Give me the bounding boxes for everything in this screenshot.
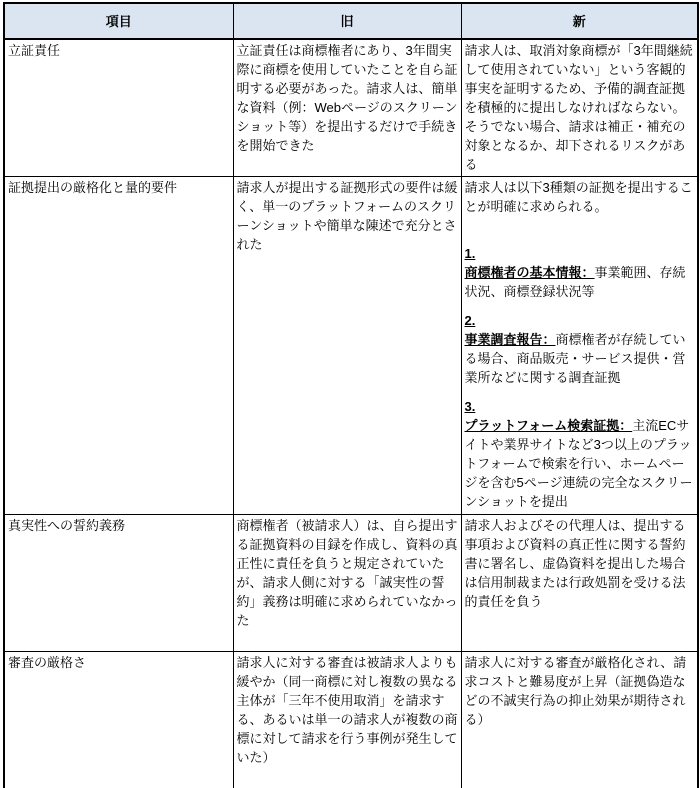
comparison-table <box>3 2 699 788</box>
new-cell: 請求人およびその代理人は、提出する事項および資料の真正性に関する誓約書に署名し、虚偽資料を提出した場合は信用制裁または行政処罰を受ける法的責任を負う <box>461 515 698 652</box>
new-cell: 請求人に対する審査が厳格化され、請求コストと難易度が上昇（証拠偽造などの不誠実行為の抑止効果が期待される） <box>461 652 698 788</box>
item-cell: 真実性への誓約義務 <box>4 515 233 652</box>
table-row-examination-strictness <box>4 652 698 788</box>
header-old: 旧 <box>233 3 461 39</box>
old-cell: 立証責任は商標権者にあり、3年間実際に商標を使用していたことを自ら証明する必要があった。請求人は、簡単な資料（例：Webページのスクリーンショット等）を提出するだけで手続きを開始できた <box>233 39 461 177</box>
item-cell: 立証責任 <box>4 39 233 177</box>
evidence-item-title: 事業調査報告： <box>464 332 556 347</box>
new-cell: 請求人は、取消対象商標が「3年間継続して使用されていない」という客観的事実を証明するため、予備的調査証拠を積極的に提出しなければならない。そうでない場合、請求は補正・補充の対象となるか、却下されるリスクがある <box>461 39 698 177</box>
item-cell: 証拠提出の厳格化と量的要件 <box>4 177 233 515</box>
evidence-item-3 <box>465 397 695 511</box>
evidence-item-number: 3. <box>464 399 476 414</box>
evidence-item-1 <box>465 244 695 301</box>
new-cell <box>461 177 698 515</box>
header-new: 新 <box>461 3 698 39</box>
evidence-item-text: 事業範囲、存続状況、商標登録状況等 <box>464 265 686 299</box>
table-row-truthfulness-pledge <box>4 515 698 652</box>
table-row-burden-of-proof <box>4 39 698 177</box>
header-row <box>4 3 698 39</box>
evidence-item-text: 商標権者が存続している場合、商品販売・サービス提供・営業所などに関する調査証拠 <box>464 332 686 385</box>
evidence-item-title: プラットフォーム検索証拠： <box>464 418 633 433</box>
old-cell: 請求人が提出する証拠形式の要件は緩く、単一のプラットフォームのスクリーンショットや簡単な陳述で充分とされた <box>233 177 461 515</box>
evidence-item-2 <box>465 311 695 387</box>
new-cell-intro: 請求人は以下3種類の証拠を提出することが明確に求められる。 <box>464 180 693 214</box>
evidence-item-text: 主流ECサイトや業界サイトなど3つ以上のプラットフォームで検索を行い、ホームページを含む5ページ連続の完全なスクリーンショットを提出 <box>464 418 693 509</box>
old-cell: 商標権者（被請求人）は、自ら提出する証拠資料の目録を作成し、資料の真正性に責任を負うと規定されていたが、請求人側に対する「誠実性の誓約」義務は明確に求められていなかった <box>233 515 461 652</box>
table-row-evidence-requirements <box>4 177 698 515</box>
evidence-item-title: 商標権者の基本情報： <box>464 265 595 280</box>
item-cell: 審査の厳格さ <box>4 652 233 788</box>
evidence-item-number: 1. <box>464 246 476 261</box>
old-cell: 請求人に対する審査は被請求人よりも緩やか（同一商標に対し複数の異なる主体が「三年不使用取消」を請求する、あるいは単一の請求人が複数の商標に対して請求を行う事例が発生していた） <box>233 652 461 788</box>
header-item: 項目 <box>4 3 233 39</box>
evidence-item-number: 2. <box>464 313 476 328</box>
